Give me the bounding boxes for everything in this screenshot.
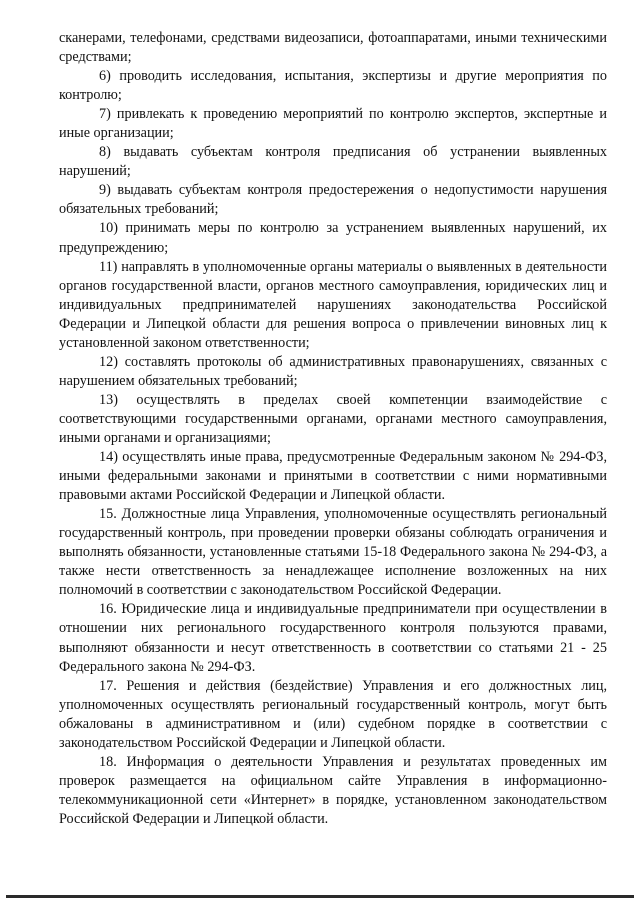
paragraph-item-9: 9) выдавать субъектам контроля предостережения о недопустимости нарушения обязательных требований; (59, 182, 607, 218)
paragraph-item-10: 10) принимать меры по контролю за устранением выявленных нарушений, их предупреждению; (59, 220, 607, 256)
paragraph-item-6: 6) проводить исследования, испытания, экспертизы и другие мероприятия по контролю; (59, 68, 607, 104)
paragraph-item-14: 14) осуществлять иные права, предусмотренные Федеральным законом № 294-ФЗ, иными федеральными законами и принятыми в соответствии с ними нормативными правовыми актами Российской Федерации и Липецкой области. (59, 449, 607, 504)
paragraph-item-12: 12) составлять протоколы об административных правонарушениях, связанных с нарушением обязательных требований; (59, 353, 607, 389)
paragraph-section-16: 16. Юридические лица и индивидуальные предприниматели при осуществлении в отношении них регионального государственного контроля пользуются правами, выполняют обязанности и несут ответственность в соответствии со статьями 21 - 25 Федерального закона № 294-ФЗ. (59, 601, 607, 675)
paragraph-section-18: 18. Информация о деятельности Управления и результатах проведенных им проверок размещается на официальном сайте Управления в информационно-телекоммуникационной сети «Интернет» в порядке, установленном законодательством Российской Федерации и Липецкой области. (59, 753, 607, 827)
paragraph-item-13: 13) осуществлять в пределах своей компетенции взаимодействие с соответствующими государственными органами, органами местного самоуправления, иными органами и организациями; (59, 391, 607, 446)
paragraph-item-7: 7) привлекать к проведению мероприятий по контролю экспертов, экспертные и иные организации; (59, 106, 607, 142)
paragraph-item-8: 8) выдавать субъектам контроля предписания об устранении выявленных нарушений; (59, 144, 607, 180)
document-page (59, 29, 607, 829)
page-bottom-edge (6, 895, 634, 898)
paragraph-section-17: 17. Решения и действия (бездействие) Управления и его должностных лиц, уполномоченных осуществлять региональный государственный контроль, могут быть обжалованы в административном и (или) судебном порядке в соответствии с законодательством Российской Федерации и Липецкой области. (59, 677, 607, 751)
paragraph-continuation: сканерами, телефонами, средствами видеозаписи, фотоаппаратами, иными техническими средствами; (59, 30, 607, 66)
paragraph-section-15: 15. Должностные лица Управления, уполномоченные осуществлять региональный государственный контроль, при проведении проверки обязаны соблюдать ограничения и выполнять обязанности, установленные статьями 15-18 Федерального закона № 294-ФЗ, а также нести ответственность за ненадлежащее исполнение возложенных на них полномочий в соответствии с законодательством Российской Федерации. (59, 506, 607, 599)
paragraph-item-11: 11) направлять в уполномоченные органы материалы о выявленных в деятельности органов государственной власти, органов местного самоуправления, юридических лиц и индивидуальных предпринимателей нарушениях законодательства Российской Федерации и Липецкой области для решения вопроса о привлечении виновных лиц к установленной законом ответственности; (59, 258, 607, 351)
